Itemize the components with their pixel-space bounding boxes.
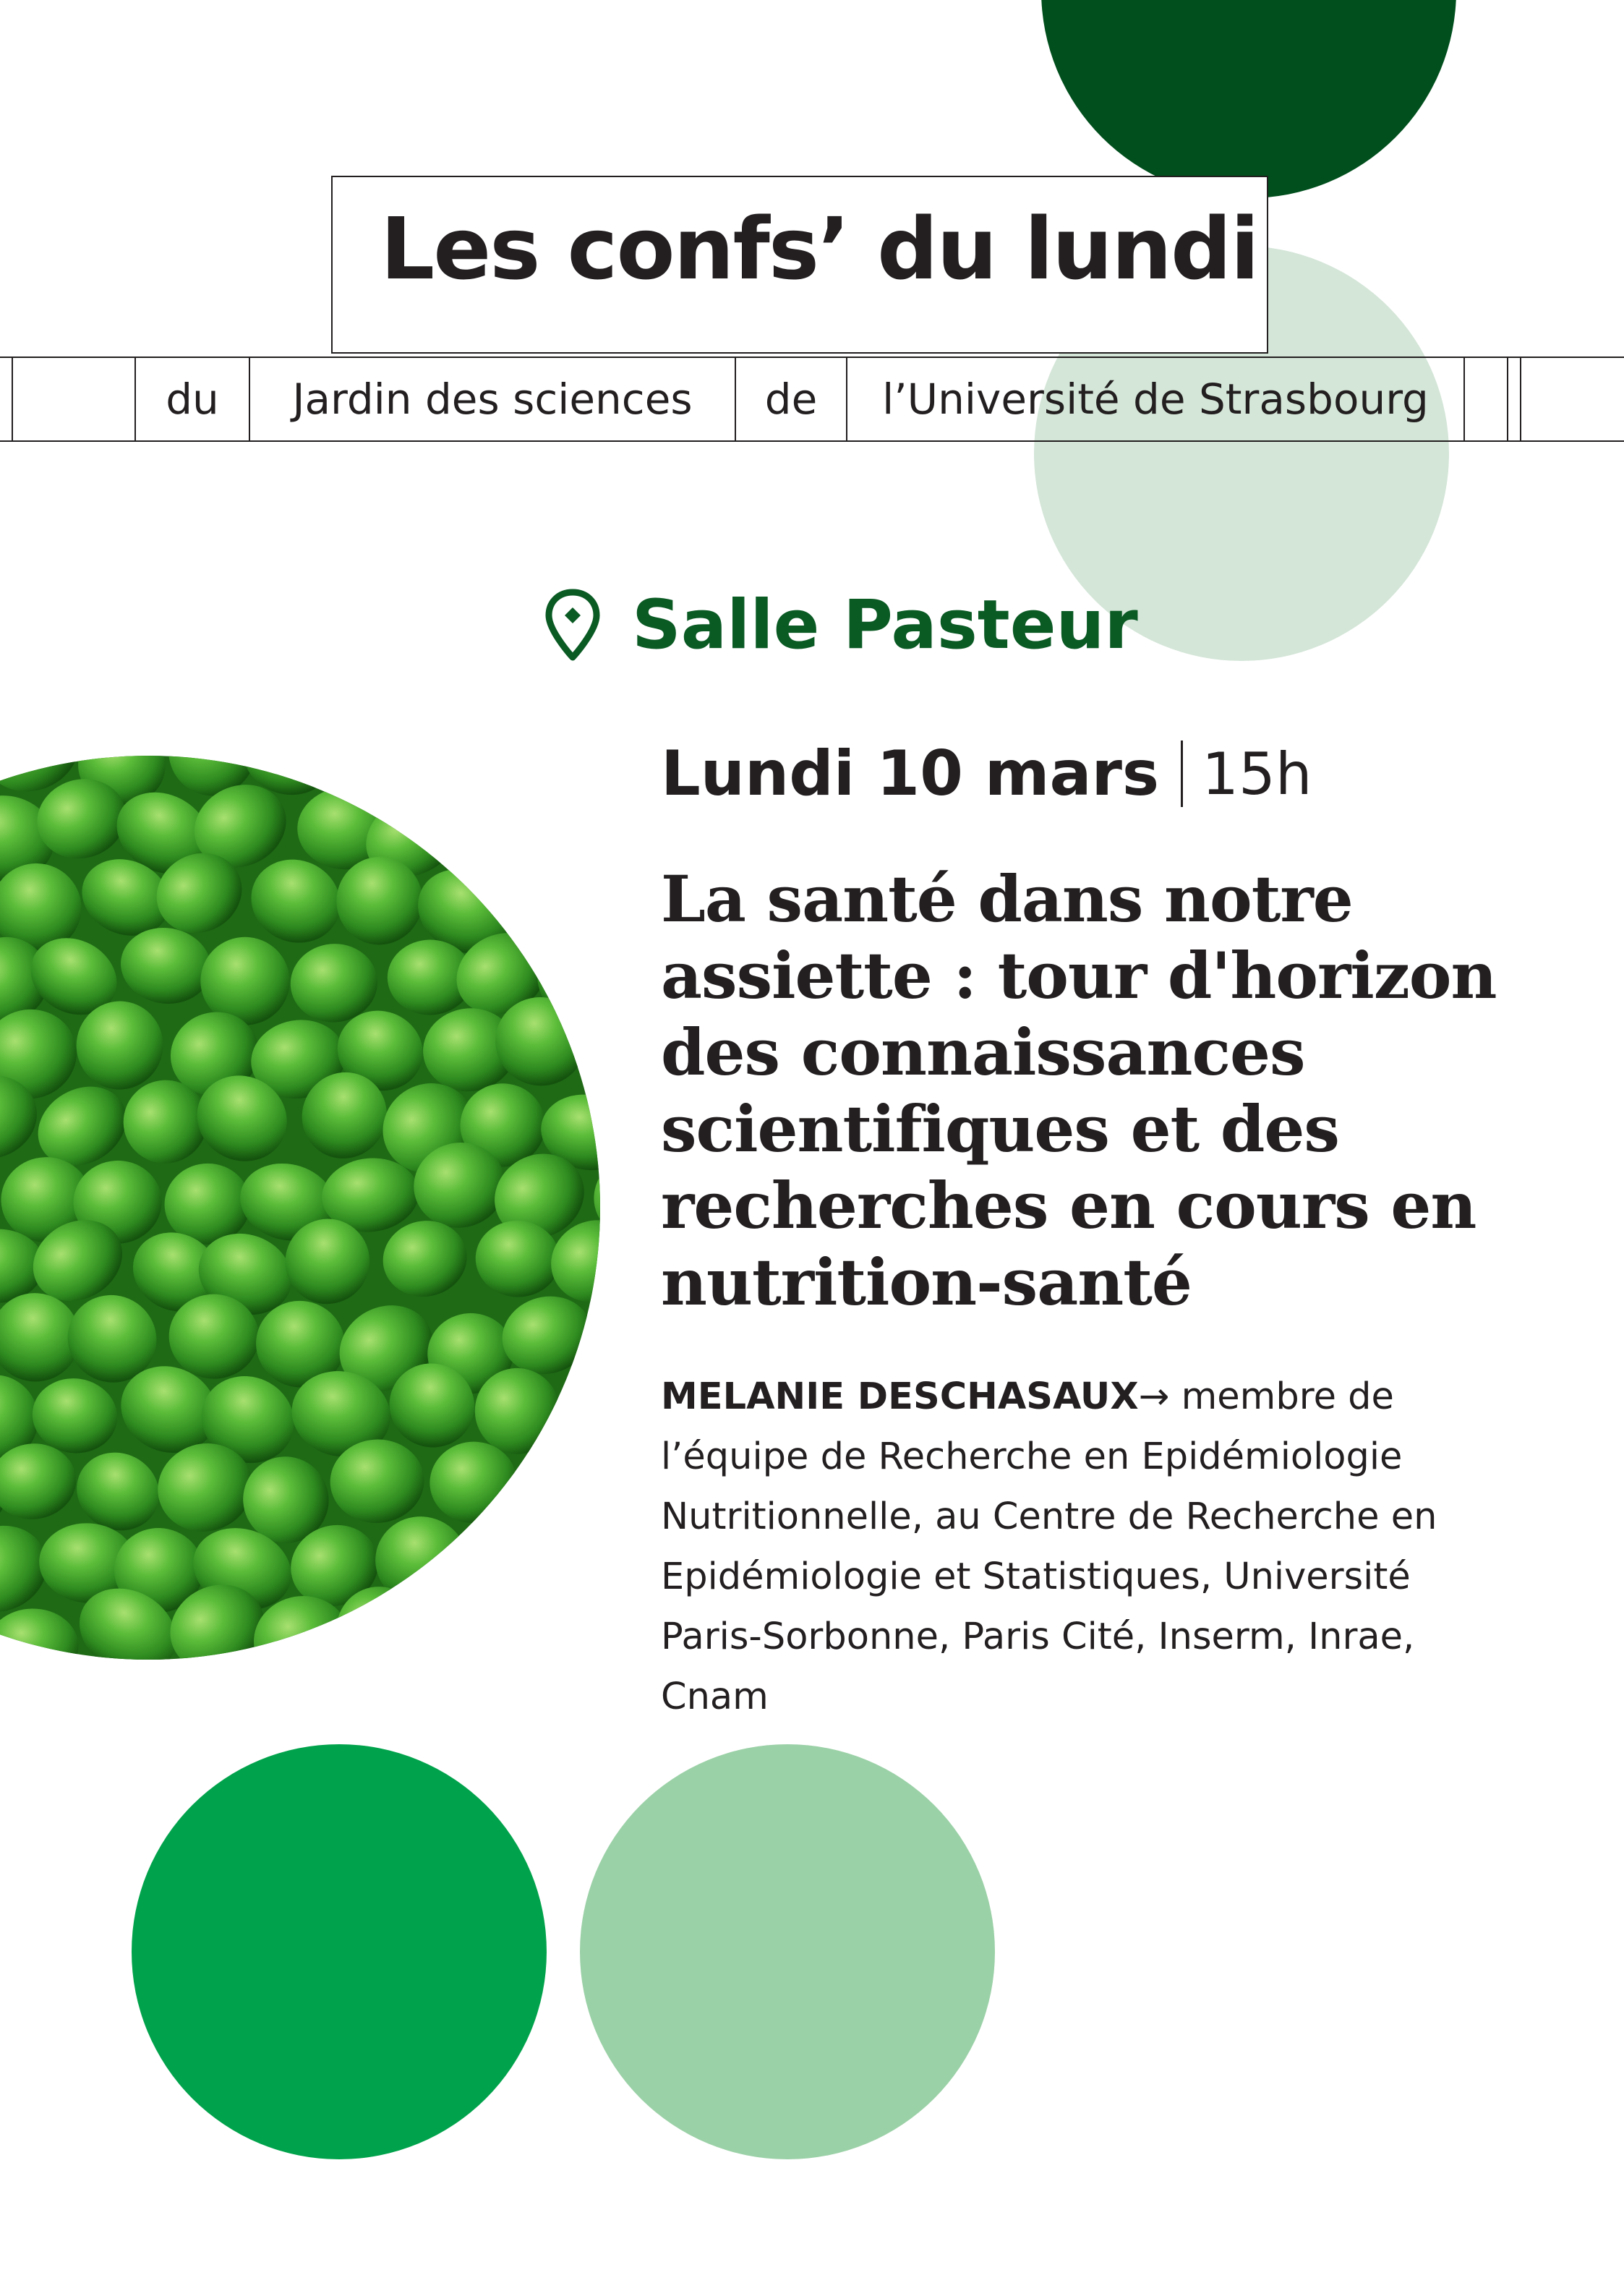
strip-cell-jardin: Jardin des sciences — [292, 375, 693, 424]
pea — [569, 1582, 600, 1660]
pea — [510, 756, 600, 799]
speaker-description: membre de l’équipe de Recherche en Epidémiologie Nutritionnelle, au Centre de Recherche en Epidémiologie et Statistiques, Université Paris-Sorbonne, Paris Cité, Inserm, Inrae, Cnam — [661, 1375, 1437, 1718]
strip-divider — [1463, 358, 1465, 440]
location — [544, 586, 1138, 665]
pea — [0, 1657, 57, 1660]
pea — [403, 1574, 518, 1660]
strip-cell-du: du — [166, 375, 219, 424]
decor-circle-mint-green — [580, 1744, 995, 2159]
speaker-block — [661, 1367, 1514, 1727]
pea — [501, 847, 600, 955]
pea — [439, 777, 559, 890]
subtitle-strip — [0, 357, 1624, 442]
date-separator — [1181, 741, 1183, 807]
pea — [574, 756, 600, 795]
date-line — [661, 738, 1312, 810]
pea — [282, 1651, 406, 1660]
pea — [544, 1650, 600, 1660]
map-pin-icon — [544, 588, 602, 663]
strip-divider — [12, 358, 13, 440]
decor-circle-dark-green — [1041, 0, 1456, 198]
event-time: 15h — [1202, 740, 1312, 808]
page-title: Les confs’ du lundi — [380, 199, 1258, 299]
pea — [582, 847, 600, 960]
talk-title: La santé dans notre assiette : tour d'horizon des connaissances scientifiques et des recherches en cours en nutrition-santé — [661, 861, 1497, 1320]
title-box — [331, 176, 1268, 354]
strip-cell-universite: l’Université de Strasbourg — [882, 375, 1429, 424]
strip-cell-de: de — [764, 375, 818, 424]
pea — [576, 1425, 600, 1545]
decor-circle-bright-green — [132, 1744, 547, 2159]
pea — [505, 1574, 600, 1660]
pea — [582, 991, 600, 1105]
speaker-name: MELANIE DESCHASAUX — [661, 1375, 1139, 1418]
peas-photo — [0, 756, 600, 1660]
location-name: Salle Pasteur — [632, 586, 1138, 665]
arrow-icon: → — [1138, 1375, 1170, 1418]
pea — [424, 756, 521, 801]
event-date: Lundi 10 mars — [661, 738, 1160, 810]
pea — [534, 1514, 600, 1590]
strip-divider — [1507, 358, 1508, 440]
strip-divider — [1520, 358, 1521, 440]
pea — [531, 785, 600, 887]
